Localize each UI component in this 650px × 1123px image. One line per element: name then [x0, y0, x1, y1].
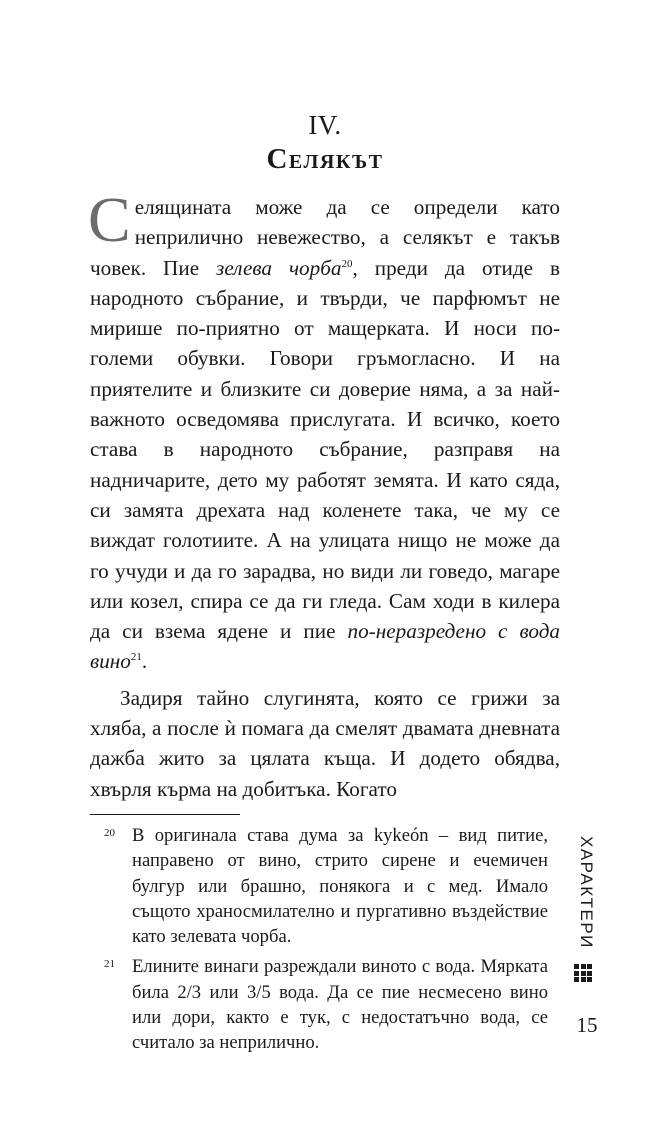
- body-text: [88, 184, 561, 804]
- italic-phrase-cabbage-soup: зелева чорба: [216, 255, 342, 280]
- paragraph-1-text-a: елящината може да се определи като неприлично невежество, а селякът е такъв човек. Пие: [90, 195, 560, 280]
- footnote-number: 20: [104, 827, 115, 839]
- running-head-text: ХАРАКТЕРИ: [577, 836, 596, 949]
- paragraph-1-text-b: , преди да отиде в народното събрание, и твърди, че парфюмът не мирише по-приятно от мащерката. И носи по-големи обувки. Говори гръмогласно. И на приятелите и близките си доверие няма, а за най-важното осведомява прислугата. И всичко, което става в народното събрание, разправя на надничарите, дето му работят земята. И като сяда, си замята дрехата над коленете така, че му се виждат голотиите. А на улицата нищо не може да го учуди и да го зарадва, но види ли говедо, магаре или козел, спира се да ги гледа. Сам ходи в килера да си взема ядене и пие: [90, 255, 560, 644]
- paragraph-1-text-c: .: [141, 649, 148, 674]
- footnote-ref-20[interactable]: 20: [341, 257, 353, 270]
- footnote-21: [90, 954, 548, 1055]
- running-head: [574, 836, 598, 974]
- drop-cap: С: [88, 184, 131, 255]
- footnote-ref-21[interactable]: 21: [130, 651, 142, 664]
- footnotes: [90, 823, 548, 1056]
- paragraph-2: Задиря тайно слугинята, която се грижи за хляба, а после ѝ помага да смелят двамата дневната дажба жито за цялата къща. И додето обядва, хвърля кърма на добитъка. Когато: [90, 685, 560, 801]
- paragraph-1: [88, 184, 561, 677]
- footnote-20: [90, 823, 548, 949]
- grid-ornament-icon: [574, 964, 592, 982]
- chapter-title: Селякът: [266, 143, 384, 175]
- footnote-number: 21: [104, 958, 115, 971]
- chapter-number: IV.: [308, 110, 342, 140]
- page-number: 15: [576, 1013, 598, 1037]
- footnote-text: В оригинала става дума за kykeón – вид питие, направено от вино, стрито сирене и ечемичен булгур или брашно, понякога и с мед. Имало същото храносмилателно и пургативно въздействие като зелевата чорба.: [132, 825, 548, 948]
- footnote-divider: [90, 814, 240, 815]
- italic-phrase-undiluted-wine: по-неразредено с вода вино: [90, 619, 561, 674]
- footnote-text: Елините винаги разреждали виното с вода. Мярката била 2/3 или 3/5 вода. Да се пие несмесено вино или дори, както е тук, с недостатъчно вода, се считало за неприлично.: [132, 956, 548, 1054]
